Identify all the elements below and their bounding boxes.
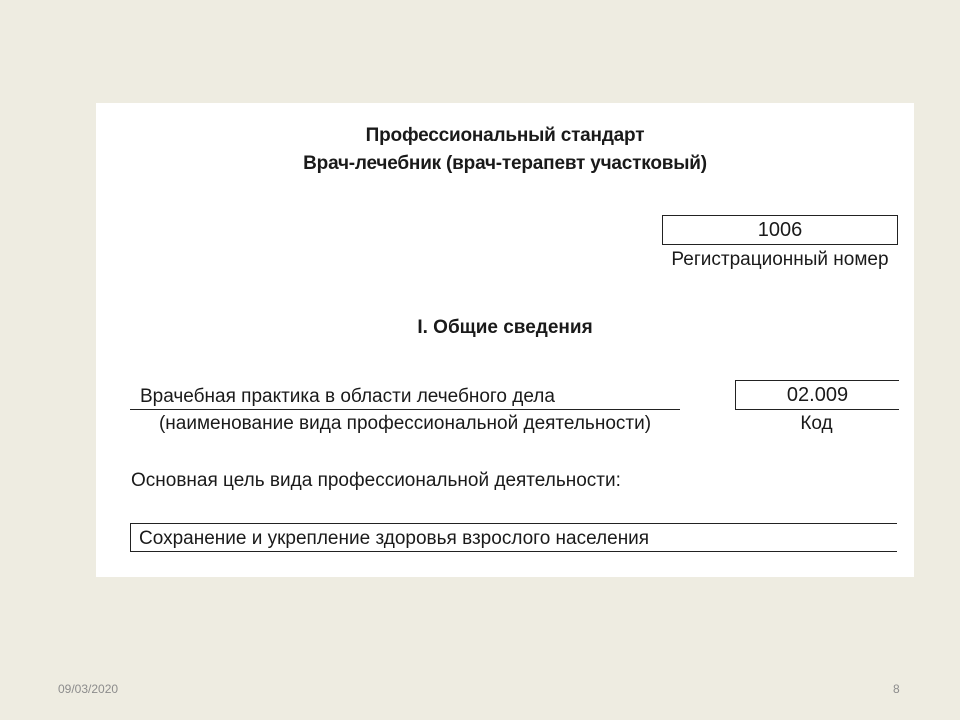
activity-name-field xyxy=(130,384,680,410)
activity-code-box: 02.009 xyxy=(735,380,899,410)
registration-number-box: 1006 xyxy=(662,215,898,245)
footer-date: 09/03/2020 xyxy=(58,682,119,696)
goal-value: Сохранение и укрепление здоровья взрослого населения xyxy=(139,528,650,549)
section-heading: I. Общие сведения xyxy=(417,317,593,338)
document-title: Профессиональный стандарт xyxy=(365,125,645,146)
activity-name-value: Врачебная практика в области лечебного дела xyxy=(140,386,555,407)
activity-code-caption: Код xyxy=(800,413,833,434)
activity-name-caption: (наименование вида профессиональной деятельности) xyxy=(158,413,652,434)
goal-label: Основная цель вида профессиональной деятельности: xyxy=(131,470,621,491)
document-subtitle: Врач-лечебник (врач-терапевт участковый) xyxy=(303,153,707,174)
document-sheet xyxy=(96,103,914,577)
goal-field xyxy=(130,523,897,552)
page-number: 8 xyxy=(893,682,900,696)
registration-number-caption: Регистрационный номер xyxy=(671,249,889,270)
